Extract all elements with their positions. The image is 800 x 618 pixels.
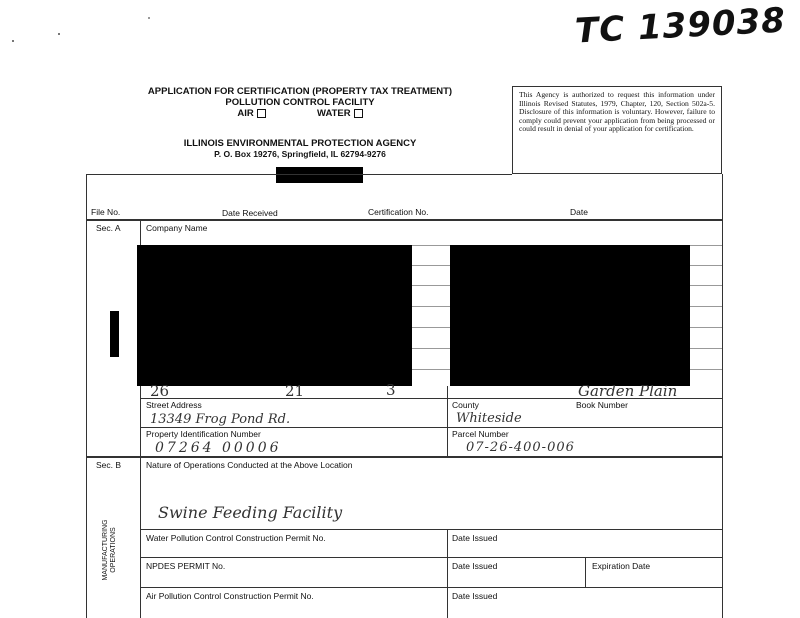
speck: [58, 33, 60, 35]
air-label: AIR: [237, 108, 254, 119]
property-id-value: 07264 00006: [155, 440, 282, 456]
disclosure-notice: This Agency is authorized to request this information under Illinois Revised Statutes, 1979, Chapter, 120, Section 502a-5. Disclosure of this information is voluntary. However, failure to comply could prevent your application from being processed or could result in denial of your application for certification.: [512, 86, 722, 174]
column-divider: [585, 557, 586, 587]
date-issued-label: Date Issued: [452, 533, 498, 543]
water-label: WATER: [317, 108, 351, 119]
nature-of-operations-value: Swine Feeding Facility: [158, 503, 343, 522]
book-number-label: Book Number: [576, 400, 628, 410]
speck: [148, 17, 150, 19]
ruled-line: [140, 398, 722, 399]
handwritten-township: 21: [285, 382, 305, 400]
ruled-line: [140, 529, 722, 530]
form-right-border: [722, 174, 723, 618]
parcel-number-value: 07-26-400-006: [466, 440, 575, 455]
handwritten-township-name: Garden Plain: [578, 382, 678, 400]
air-checkbox[interactable]: [257, 109, 266, 118]
redaction-block-left: [137, 245, 412, 386]
form-subtitle: POLLUTION CONTROL FACILITY: [225, 97, 375, 108]
agency-address: P. O. Box 19276, Springfield, IL 62794-9276: [214, 149, 386, 159]
sec-b-label: Sec. B: [96, 460, 122, 470]
parcel-number-label: Parcel Number: [452, 429, 509, 439]
street-address-value: 13349 Frog Pond Rd.: [150, 412, 291, 427]
npdes-permit-label: NPDES PERMIT No.: [146, 561, 226, 571]
date-received-label: Date Received: [222, 208, 278, 218]
file-no-label: File No.: [91, 207, 121, 217]
ruled-line: [140, 427, 722, 428]
side-label-line-1: MANUFACTURING: [102, 519, 109, 581]
column-divider: [447, 529, 448, 618]
handwritten-range: 3: [386, 381, 396, 399]
air-water-row: [110, 108, 490, 119]
expiration-date-label: Expiration Date: [592, 561, 651, 571]
form-left-border: [86, 174, 87, 618]
redaction-side-bar: [110, 311, 119, 357]
handwritten-section: 26: [150, 382, 170, 400]
side-label: [102, 510, 118, 590]
water-permit-label: Water Pollution Control Construction Permit No.: [146, 533, 326, 543]
nature-of-operations-label: Nature of Operations Conducted at the Above Location: [146, 460, 353, 470]
redaction-bar: [276, 167, 363, 183]
agency-name: ILLINOIS ENVIRONMENTAL PROTECTION AGENCY: [183, 138, 417, 149]
ruled-line: [140, 557, 722, 558]
county-value: Whiteside: [456, 411, 522, 426]
sec-a-label: Sec. A: [96, 223, 121, 233]
air-permit-label: Air Pollution Control Construction Permit No.: [146, 591, 314, 601]
column-divider: [447, 386, 448, 456]
form-title: APPLICATION FOR CERTIFICATION (PROPERTY TAX TREATMENT): [147, 86, 453, 97]
water-checkbox[interactable]: [354, 109, 363, 118]
office-row-rule: [86, 219, 722, 221]
section-rule: [86, 456, 722, 458]
tc-number-stamp: TC 139038: [574, 0, 787, 52]
certification-no-label: Certification No.: [368, 207, 429, 217]
speck: [12, 40, 14, 42]
county-label: County: [452, 400, 479, 410]
company-name-label: Company Name: [146, 223, 208, 233]
date-issued-label: Date Issued: [452, 591, 498, 601]
form-top-rule: [86, 174, 512, 175]
date-label: Date: [570, 207, 588, 217]
date-issued-label: Date Issued: [452, 561, 498, 571]
redaction-block-right: [450, 245, 690, 386]
property-id-label: Property Identification Number: [146, 429, 261, 439]
ruled-line: [140, 587, 722, 588]
street-address-label: Street Address: [146, 400, 202, 410]
side-label-line-2: OPERATIONS: [110, 527, 117, 573]
